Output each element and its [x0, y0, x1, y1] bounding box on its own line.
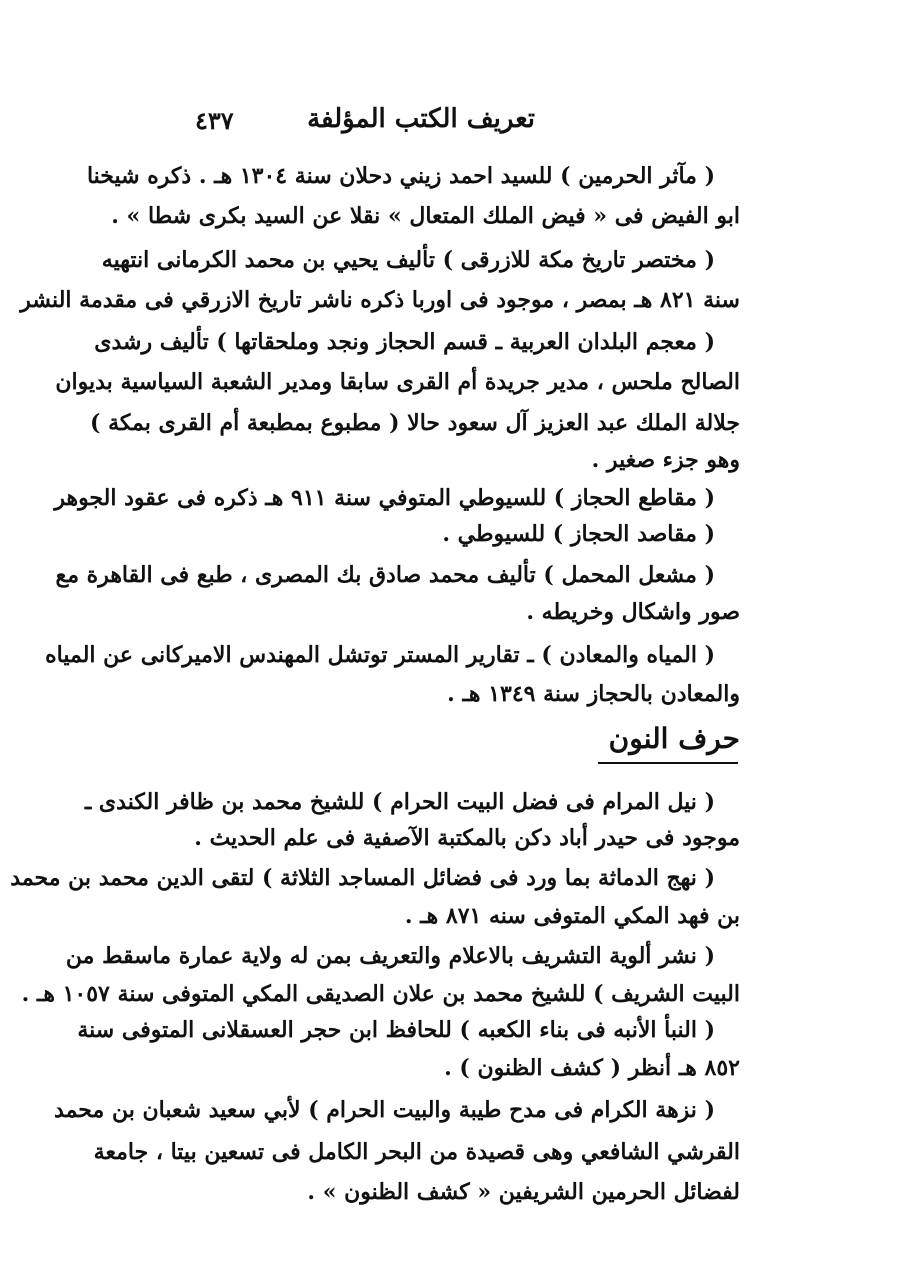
- text-line: والمعادن بالحجاز سنة ١٣٤٩ هـ .: [447, 681, 740, 707]
- text-line: لفضائل الحرمين الشريفين « كشف الظنون » .: [307, 1179, 740, 1205]
- section-heading: حرف النون: [608, 722, 740, 755]
- text-line: ( مقاطع الحجاز ) للسيوطي المتوفي سنة ٩١١ هـ ذكره فى عقود الجوهر: [54, 485, 715, 511]
- text-line: ( نزهة الكرام فى مدح طيبة والبيت الحرام ) لأبي سعيد شعبان بن محمد: [54, 1097, 715, 1123]
- text-line: ( المياه والمعادن ) ـ تقارير المستر توتشل المهندس الاميركانى عن المياه: [45, 642, 715, 668]
- text-line: القرشي الشافعي وهى قصيدة من البحر الكامل فى تسعين بيتا ، جامعة: [93, 1139, 740, 1165]
- text-line: ابو الفيض فى « فيض الملك المتعال » نقلا عن السيد بكرى شطا » .: [111, 203, 740, 229]
- section-underline: [598, 762, 738, 764]
- text-line: ( النبأ الأنبه فى بناء الكعبه ) للحافظ ابن حجر العسقلانى المتوفى سنة: [77, 1017, 715, 1043]
- text-line: ( مقاصد الحجاز ) للسيوطي .: [442, 521, 715, 547]
- text-line: سنة ٨٢١ هـ بمصر ، موجود فى اوربا ذكره ناشر تاريخ الازرقي فى مقدمة النشر: [20, 287, 740, 313]
- text-line: ( نيل المرام فى فضل البيت الحرام ) للشيخ محمد بن ظافر الكندى ـ: [84, 789, 715, 815]
- page-header: [195, 104, 535, 144]
- text-line: الصالح ملحس ، مدير جريدة أم القرى سابقا ومدير الشعبة السياسية بديوان: [55, 369, 740, 395]
- text-line: ( معجم البلدان العربية ـ قسم الحجاز ونجد وملحقاتها ) تأليف رشدى: [94, 329, 715, 355]
- text-line: صور واشكال وخريطه .: [526, 599, 740, 625]
- text-line: ( مختصر تاريخ مكة للازرقى ) تأليف يحيي بن محمد الكرمانى انتهيه: [101, 247, 715, 273]
- text-line: جلالة الملك عبد العزيز آل سعود حالا ( مطبوع بمطبعة أم القرى بمكة ): [90, 410, 740, 436]
- text-line: بن فهد المكي المتوفى سنه ٨٧١ هـ .: [404, 903, 740, 929]
- running-title: تعريف الكتب المؤلفة: [307, 104, 535, 134]
- text-line: ( نهج الدماثة بما ورد فى فضائل المساجد الثلاثة ) لتقى الدين محمد بن محمد: [10, 865, 715, 891]
- text-line: ( نشر ألوية التشريف بالاعلام والتعريف بمن له ولاية عمارة ماسقط من: [65, 943, 715, 969]
- text-line: ٨٥٢ هـ أنظر ( كشف الظنون ) .: [444, 1055, 740, 1081]
- text-line: موجود فى حيدر أباد دكن بالمكتبة الآصفية فى علم الحديث .: [194, 825, 740, 851]
- text-line: ( مشعل المحمل ) تأليف محمد صادق بك المصرى ، طبع فى القاهرة مع: [55, 562, 715, 588]
- text-line: وهو جزء صغير .: [591, 447, 740, 473]
- text-line: ( مآثر الحرمين ) للسيد احمد زيني دحلان سنة ١٣٠٤ هـ . ذكره شيخنا: [86, 163, 715, 189]
- page-number: ٤٣٧: [195, 106, 234, 135]
- text-line: البيت الشريف ) للشيخ محمد بن علان الصديقى المكي المتوفى سنة ١٠٥٧ هـ .: [21, 981, 740, 1007]
